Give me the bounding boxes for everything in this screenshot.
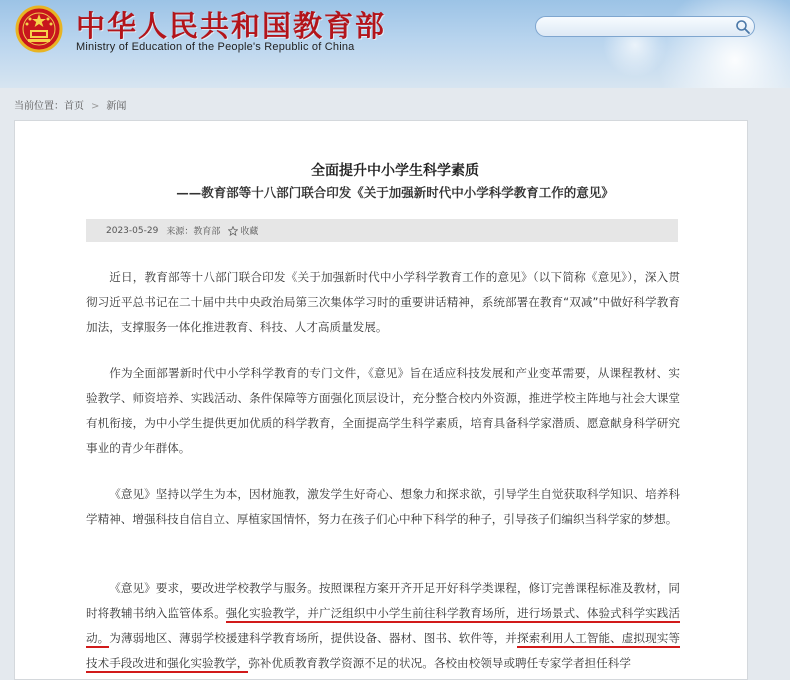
dandelion-decoration — [650, 0, 790, 88]
favorite-button[interactable] — [228, 224, 266, 237]
article-paragraph — [86, 576, 680, 676]
search-input[interactable] — [535, 16, 755, 37]
article-paragraph: 作为全面部署新时代中小学科学教育的专门文件，《意见》旨在适应科技发展和产业变革需要，从课程教材、实验教学、师资培养、实践活动、条件保障等方面强化顶层设计，充分整合校内外资源，推进学校主阵地与社会大课堂有机衔接，为中小学生提供更加优质的科学教育，全面提高学生科学素质，培育具备科学家潜质、愿意献身科学研究事业的青少年群体。 — [86, 366, 680, 455]
breadcrumb-news-link[interactable]: 新闻 — [106, 101, 127, 112]
article-date: 2023-05-29 — [106, 225, 159, 236]
paragraph-text: 弥补优质教育教学资源不足的状况。各校由校领导或聘任专家学者担任科学 — [248, 656, 631, 670]
star-icon — [228, 226, 238, 236]
site-title: 中华人民共和国教育部 — [76, 9, 387, 43]
highlighted-text: 探索利用人工智能、虚拟现实等技术手段改进和强化实验教学， — [86, 631, 680, 673]
site-subtitle: Ministry of Education of the People's Republic of China — [76, 41, 355, 53]
site-header — [0, 0, 790, 88]
paragraph-text: 《意见》要求，要改进学校教学与服务。按照课程方案开齐开足开好科学类课程，修订完善课程标准及教材，同时将教辅书纳入监管体系。 — [86, 581, 680, 620]
paragraph-text: 为薄弱地区、薄弱学校援建科学教育场所，提供设备、器材、图书、软件等，并 — [109, 631, 517, 645]
breadcrumb — [14, 97, 126, 112]
breadcrumb-prefix: 当前位置： — [14, 101, 64, 112]
article-meta-bar — [86, 219, 678, 242]
article-source: 来源：教育部 — [166, 227, 221, 237]
favorite-label: 收藏 — [240, 227, 259, 237]
article-paragraph: 《意见》坚持以学生为本，因材施教，激发学生好奇心、想象力和探求欲，引导学生自觉获取科学知识、培养科学精神、增强科技自信自立、厚植家国情怀，努力在孩子们心中种下科学的种子，引导孩子们编织当科学家的梦想。 — [86, 487, 680, 526]
national-emblem-icon — [15, 5, 63, 53]
breadcrumb-separator-icon: > — [91, 101, 100, 112]
breadcrumb-home-link[interactable]: 首页 — [64, 101, 84, 112]
article-title: 全面提升中小学生科学素质 — [311, 163, 479, 179]
article-subtitle: ——教育部等十八部门联合印发《关于加强新时代中小学科学教育工作的意见》 — [176, 185, 614, 200]
search-button[interactable] — [735, 19, 751, 35]
search-icon — [735, 19, 751, 35]
highlighted-text: 强化实验教学，并广泛组织中小学生前往科学教育场所，进行场景式、体验式科学实践活动。 — [86, 606, 680, 648]
article-paragraph: 近日，教育部等十八部门联合印发《关于加强新时代中小学科学教育工作的意见》（以下简称《意见》），深入贯彻习近平总书记在二十届中共中央政治局第三次集体学习时的重要讲话精神，系统部署在教育“双减”中做好科学教育加法，支撑服务一体化推进教育、科技、人才高质量发展。 — [86, 270, 680, 334]
